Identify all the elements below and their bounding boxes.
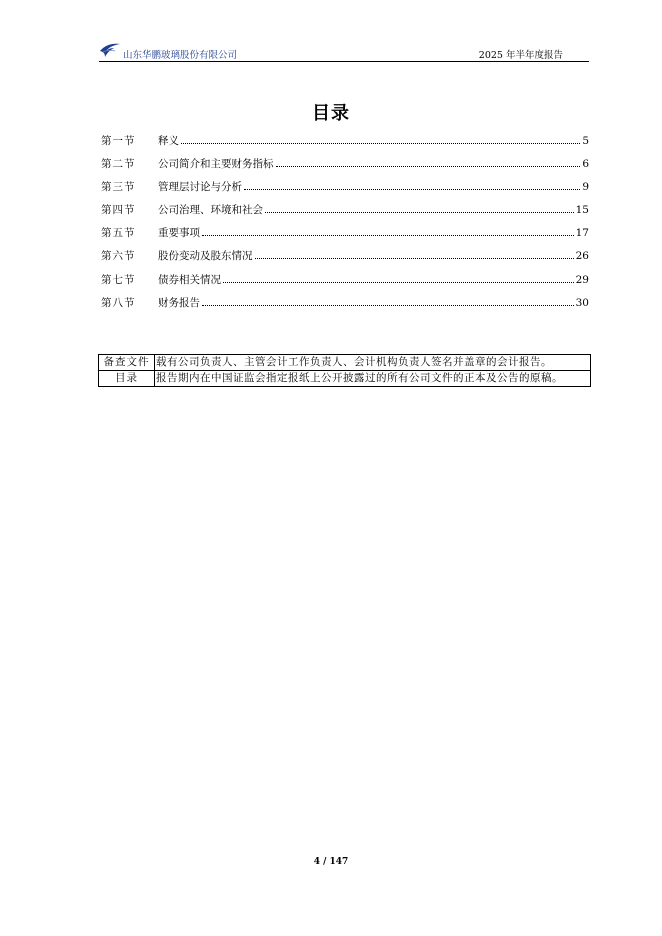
toc-section-name: 财务报告 [158,296,200,309]
toc-page-number: 5 [582,135,589,147]
toc-entry[interactable] [101,295,589,318]
table-row [99,355,591,371]
toc-section-name: 释义 [158,135,179,147]
toc-entry[interactable] [101,202,589,225]
toc-entry[interactable] [101,133,589,156]
reference-docs-label: 目录 [99,371,155,387]
reference-doc-item: 报告期内在中国证监会指定报纸上公开披露过的所有公司文件的正本及公告的原稿。 [155,371,591,387]
toc-entry[interactable] [101,225,589,248]
page-header [99,40,589,62]
toc-section-number: 第三节 [101,181,136,194]
toc-entry[interactable] [101,179,589,202]
toc-entry[interactable] [101,156,589,179]
dot-leader [244,181,580,190]
dot-leader [181,135,580,144]
toc-section-number: 第二节 [101,158,136,171]
toc-section-number: 第一节 [101,135,136,147]
dot-leader [202,297,574,306]
bird-logo-icon [99,42,121,58]
toc-section-name: 股份变动及股东情况 [158,250,253,263]
toc-section-name: 重要事项 [158,227,200,240]
toc-page-number: 15 [575,204,589,217]
toc-section-number: 第四节 [101,204,136,217]
toc-section-number: 第五节 [101,227,136,240]
reference-doc-item: 载有公司负责人、主管会计工作负责人、会计机构负责人签名并盖章的会计报告。 [155,355,591,371]
toc-section-name: 债券相关情况 [158,273,221,286]
toc-entry[interactable] [101,248,589,271]
toc-page-number: 9 [582,181,589,194]
toc-page-number: 17 [575,227,589,240]
toc-section-name: 公司治理、环境和社会 [158,204,263,217]
toc-page-number: 6 [582,158,589,171]
dot-leader [202,227,574,236]
toc-section-number: 第七节 [101,273,136,286]
toc-page-number: 29 [575,273,589,286]
toc-page-number: 26 [575,250,589,263]
dot-leader [255,250,574,259]
toc-page-number: 30 [575,296,589,309]
toc-title: 目录 [312,103,350,124]
report-title: 2025 年半年度报告 [478,50,563,61]
toc-section-number: 第八节 [101,296,136,309]
dot-leader [276,158,581,167]
table-of-contents [101,133,589,318]
page-number: 4 / 147 [313,857,349,867]
toc-section-name: 管理层讨论与分析 [158,181,242,194]
dot-leader [223,274,574,283]
toc-entry[interactable] [101,272,589,295]
reference-docs-label: 备查文件 [99,355,155,371]
company-name: 山东华鹏玻璃股份有限公司 [123,50,238,61]
toc-section-name: 公司简介和主要财务指标 [158,158,274,171]
table-row [99,371,591,387]
reference-documents-table [98,354,591,387]
dot-leader [265,204,574,213]
toc-section-number: 第六节 [101,250,136,263]
